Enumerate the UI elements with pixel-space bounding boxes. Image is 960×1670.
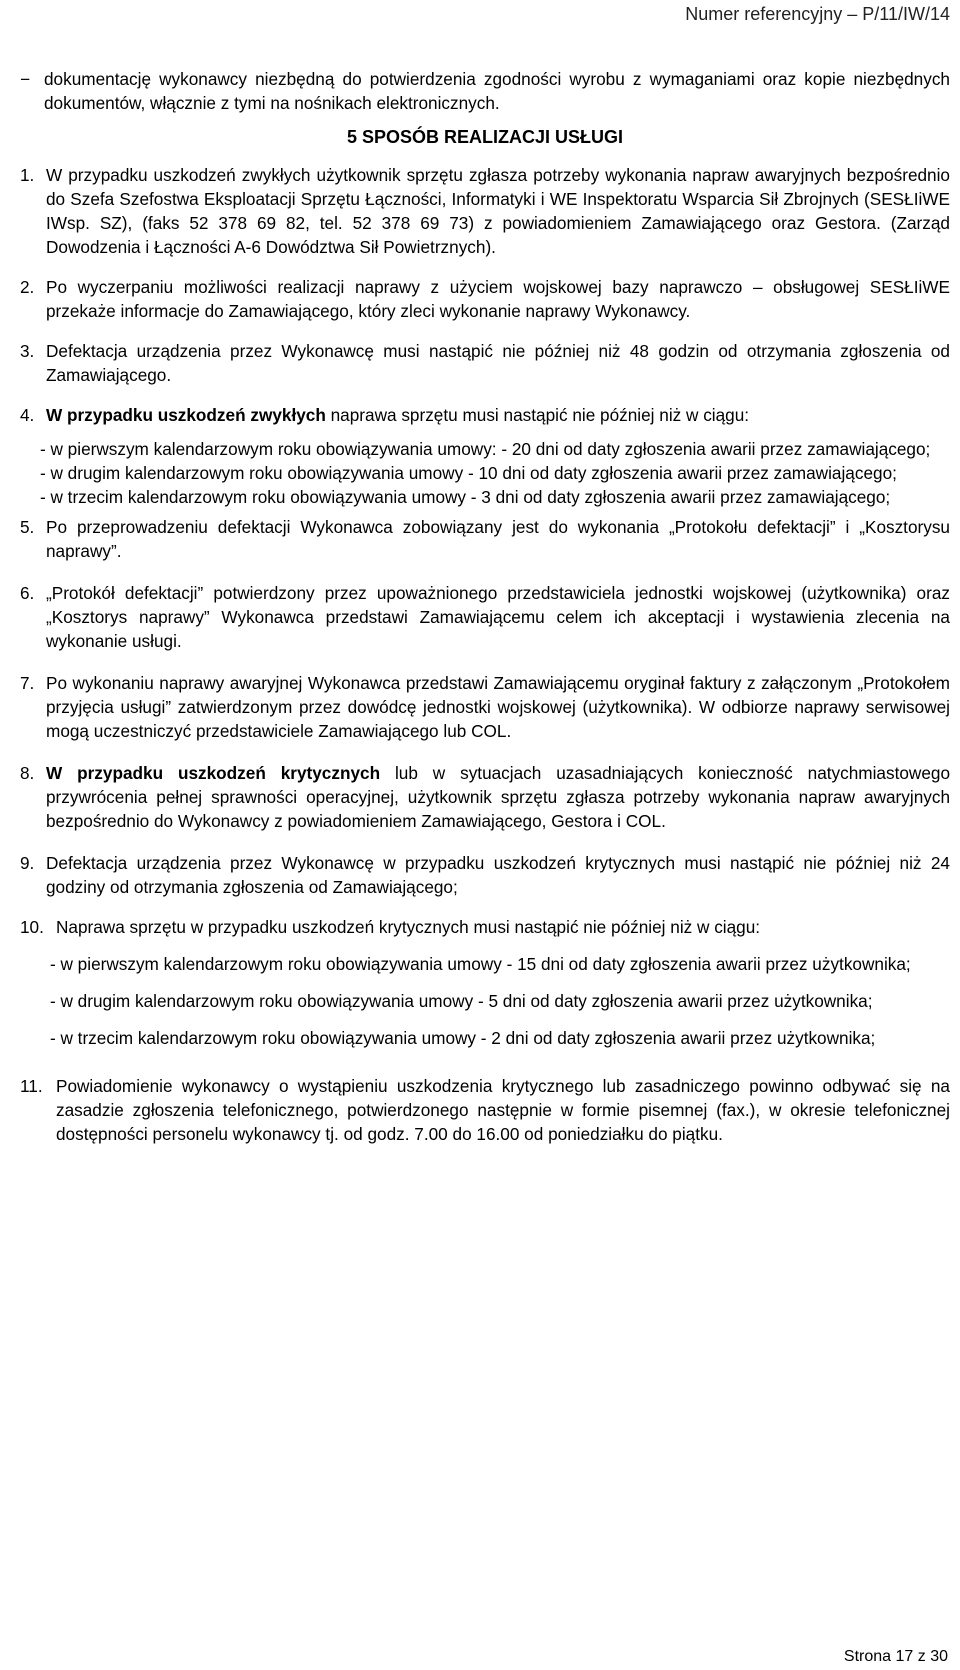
list-item — [20, 515, 950, 563]
list-item — [20, 851, 950, 899]
item-paragraph — [56, 915, 950, 939]
item-paragraph — [46, 339, 950, 387]
item-text: Po wykonaniu naprawy awaryjnej Wykonawca przedstawi Zamawiającemu oryginał faktury z załączonym „Protokołem przyjęcia usługi” zatwierdzonym przez dowódcę jednostki wojskowej (użytkownika). W odbiorze naprawy serwisowej mogą uczestniczyć przedstawiciele Zamawiającego lub COL. — [46, 673, 950, 741]
item-paragraph — [46, 275, 950, 323]
item-body — [46, 339, 950, 387]
item-body — [46, 163, 950, 259]
bullet-dash: − — [20, 69, 31, 89]
item-number: 8. — [20, 763, 35, 783]
item-text: Defektacja urządzenia przez Wykonawcę w przypadku uszkodzeń krytycznych musi nastąpić nie później niż 24 godziny od otrzymania zgłoszenia od Zamawiającego; — [46, 853, 950, 897]
list-item — [20, 403, 950, 509]
item-text: naprawa sprzętu musi nastąpić nie później niż w ciągu: — [325, 405, 750, 425]
sub-list-item: - w pierwszym kalendarzowym roku obowiązywania umowy - 15 dni od daty zgłoszenia awarii przez użytkownika; — [50, 954, 911, 974]
item-text: Naprawa sprzętu w przypadku uszkodzeń krytycznych musi nastąpić nie później niż w ciągu: — [56, 917, 761, 937]
list-item — [20, 581, 950, 653]
item-text: Powiadomienie wykonawcy o wystąpieniu uszkodzenia krytycznego lub zasadniczego powinno odbywać się na zasadzie zgłoszenia telefonicznego, potwierdzonego następnie w formie pisemnej (fax.), w okresie telefonicznej dostępności personelu wykonawcy tj. od godz. 7.00 do 16.00 od poniedziałku do piątku. — [56, 1076, 950, 1144]
sub-list-item: - w trzecim kalendarzowym roku obowiązywania umowy - 3 dni od daty zgłoszenia awarii przez zamawiającego; — [40, 487, 891, 507]
item-text: Po wyczerpaniu możliwości realizacji naprawy z użyciem wojskowej bazy naprawczo – obsługowej SESŁIiWE przekaże informacje do Zamawiającego, który zleci wykonanie naprawy Wykonawcy. — [46, 277, 950, 321]
list-item — [20, 163, 950, 259]
item-body — [46, 275, 950, 323]
item-paragraph — [46, 761, 950, 833]
list-item — [20, 275, 950, 323]
page-number: Strona 17 z 30 — [843, 1648, 948, 1665]
item-body — [50, 915, 950, 1060]
item-paragraph — [46, 581, 950, 653]
item-body — [46, 761, 950, 833]
sub-list — [20, 949, 950, 1054]
item-number: 11. — [20, 1076, 43, 1096]
item-paragraph — [46, 403, 950, 427]
item-emphasis: W przypadku uszkodzeń zwykłych — [46, 405, 326, 425]
item-number: 10. — [20, 917, 44, 937]
list-item — [20, 1074, 950, 1146]
item-number: 6. — [20, 583, 35, 603]
list-item — [20, 671, 950, 743]
sub-list-item: - w pierwszym kalendarzowym roku obowiązywania umowy: - 20 dni od daty zgłoszenia awarii przez zamawiającego; — [40, 439, 931, 459]
sub-list-item: - w drugim kalendarzowym roku obowiązywania umowy - 10 dni od daty zgłoszenia awarii przez zamawiającego; — [40, 463, 897, 483]
list-item — [20, 915, 950, 1060]
sub-list-item: - w trzecim kalendarzowym roku obowiązywania umowy - 2 dni od daty zgłoszenia awarii przez użytkownika; — [50, 1028, 876, 1048]
numbered-list — [20, 163, 950, 1146]
item-text: lub w sytuacjach uzasadniających konieczność natychmiastowego przywrócenia pełnej sprawności operacyjnej, użytkownik sprzętu zgłasza potrzeby wykonania napraw awaryjnych bezpośrednio do Wykonawcy z powiadomieniem Zamawiającego, Gestora i COL. — [46, 763, 950, 831]
item-paragraph — [46, 851, 950, 899]
list-item — [20, 761, 950, 833]
item-paragraph — [46, 515, 950, 563]
item-number: 7. — [20, 673, 35, 693]
item-paragraph — [56, 1074, 950, 1146]
document-body — [20, 67, 950, 1146]
item-body — [46, 581, 950, 653]
item-paragraph — [46, 671, 950, 743]
item-text: Po przeprowadzeniu defektacji Wykonawca zobowiązany jest do wykonania „Protokołu defektacji” i „Kosztorysu naprawy”. — [46, 517, 950, 561]
item-text: W przypadku uszkodzeń zwykłych użytkownik sprzętu zgłasza potrzeby wykonania napraw awaryjnych bezpośrednio do Szefa Szefostwa Eksploatacji Sprzętu Łączności, Informatyki i WE Inspektoratu Wsparcia Sił Zbrojnych (SESŁIiWE IWsp. SZ), (faks 52 378 69 82, tel. 52 378 69 73) z powiadomieniem Zamawiającego oraz Gestora. (Zarząd Dowodzenia i Łączności A-6 Dowództwa Sił Powietrznych). — [46, 165, 950, 257]
item-number: 9. — [20, 853, 35, 873]
list-item — [20, 339, 950, 387]
item-number: 2. — [20, 277, 35, 297]
item-text: Defektacja urządzenia przez Wykonawcę musi nastąpić nie później niż 48 godzin od otrzymania zgłoszenia od Zamawiającego. — [46, 341, 950, 385]
intro-text: dokumentację wykonawcy niezbędną do potwierdzenia zgodności wyrobu z wymaganiami oraz kopie niezbędnych dokumentów, włącznie z tymi na nośnikach elektronicznych. — [44, 69, 950, 113]
reference-number: Numer referencyjny – P/11/IW/14 — [685, 4, 950, 24]
item-body — [46, 851, 950, 899]
item-number: 5. — [20, 517, 35, 537]
item-body — [46, 515, 950, 563]
sub-list-item: - w drugim kalendarzowym roku obowiązywania umowy - 5 dni od daty zgłoszenia awarii przez użytkownika; — [50, 991, 873, 1011]
intro-bullet-item — [20, 67, 950, 115]
item-number: 3. — [20, 341, 35, 361]
item-number: 1. — [20, 165, 35, 185]
item-body — [56, 1074, 950, 1146]
item-number: 4. — [20, 405, 35, 425]
sub-list — [20, 437, 950, 509]
item-body — [46, 671, 950, 743]
item-paragraph — [46, 163, 950, 259]
item-text: „Protokół defektacji” potwierdzony przez upoważnionego przedstawiciela jednostki wojskowej (użytkownika) oraz „Kosztorys naprawy” Wykonawca przedstawi Zamawiającemu celem ich akceptacji i wystawienia zlecenia na wykonanie usługi. — [46, 583, 950, 651]
item-body — [40, 403, 950, 509]
item-emphasis: W przypadku uszkodzeń krytycznych — [46, 763, 381, 783]
section-title: 5 SPOSÓB REALIZACJI USŁUGI — [346, 127, 624, 147]
